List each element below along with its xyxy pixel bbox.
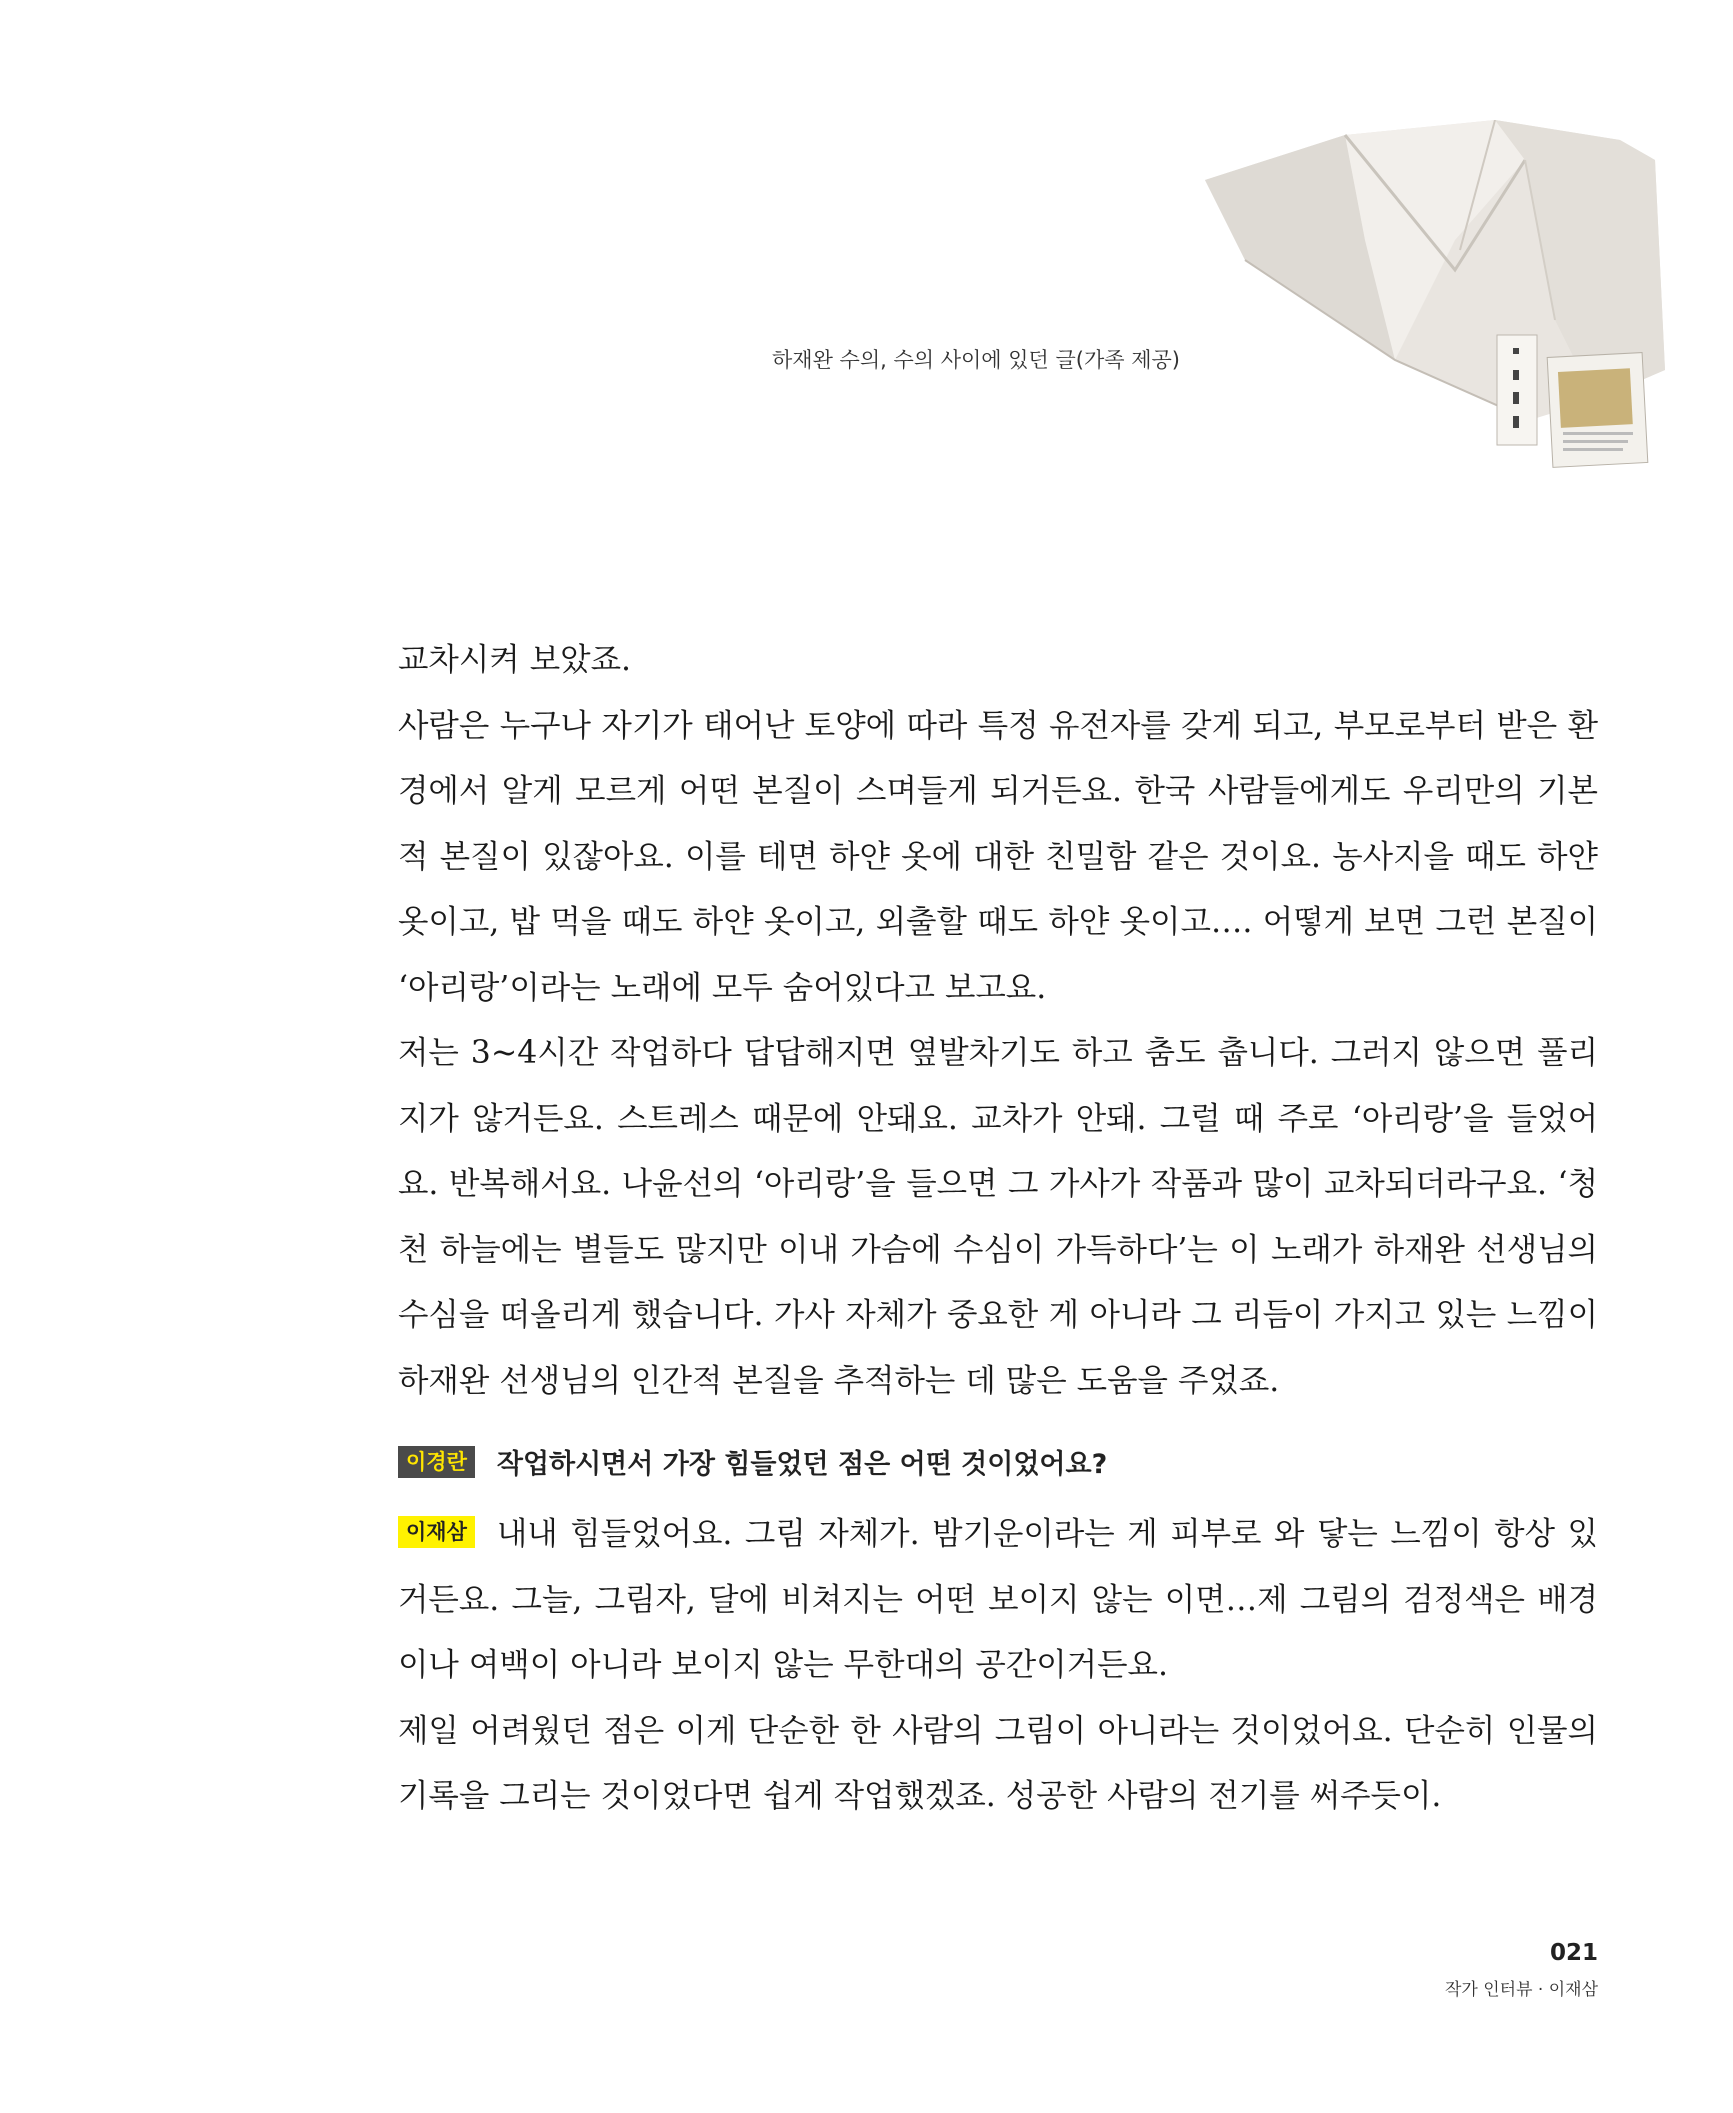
answer-paragraph: 제일 어려웠던 점은 이게 단순한 한 사람의 그림이 아니라는 것이었어요. 단순히 인물의 기록을 그리는 것이었다면 쉽게 작업했겠죠. 성공한 사람의 전기를 써주듯이. bbox=[398, 1712, 1598, 1814]
body-text bbox=[398, 628, 1598, 1414]
photo-caption: 하재완 수의, 수의 사이에 있던 글(가족 제공) bbox=[772, 348, 1180, 372]
page-number: 021 bbox=[1549, 1940, 1598, 1966]
paragraph: 사람은 누구나 자기가 태어난 토양에 따라 특정 유전자를 갖게 되고, 부모로부터 받은 환경에서 알게 모르게 어떤 본질이 스며들게 되거든요. 한국 사람들에게도 우리만의 기본적 본질이 있잖아요. 이를 테면 하얀 옷에 대한 친밀함 같은 것이요. 농사지을 때도 하얀 옷이고, 밥 먹을 때도 하얀 옷이고, 외출할 때도 하얀 옷이고…. 어떻게 보면 그런 본질이 ‘아리랑’이라는 노래에 모두 숨어있다고 보고요. bbox=[398, 707, 1598, 1006]
answer-text: 내내 힘들었어요. 그림 자체가. 밤기운이라는 게 피부로 와 닿는 느낌이 항상 있거든요. 그늘, 그림자, 달에 비쳐지는 어떤 보이지 않는 이면…제 그림의 검정색은 배경이나 여백이 아니라 보이지 않는 무한대의 공간이거든요. bbox=[398, 1516, 1598, 1683]
paragraph: 교차시켜 보았죠. bbox=[398, 642, 632, 678]
answer-paragraph bbox=[398, 1502, 1598, 1699]
question-text: 작업하시면서 가장 힘들었던 점은 어떤 것이었어요? bbox=[496, 1449, 1108, 1480]
paragraph: 저는 3~4시간 작업하다 답답해지면 옆발차기도 하고 춤도 춥니다. 그러지 않으면 풀리지가 않거든요. 스트레스 때문에 안돼요. 교차가 안돼. 그럴 때 주로 ‘아리랑’을 들었어요. 반복해서요. 나윤선의 ‘아리랑’을 들으면 그 가사가 작품과 많이 교차되더라구요. ‘청천 하늘에는 별들도 많지만 이내 가슴에 수심이 가득하다’는 이 노래가 하재완 선생님의 수심을 떠올리게 했습니다. 가사 자체가 중요한 게 아니라 그 리듬이 가지고 있는 느낌이 하재완 선생님의 인간적 본질을 추적하는 데 많은 도움을 주었죠. bbox=[398, 1035, 1598, 1399]
question-speaker-badge: 이경란 bbox=[398, 1446, 475, 1478]
interview-answer bbox=[398, 1502, 1598, 1830]
running-footer: 작가 인터뷰 · 이재삼 bbox=[1445, 1980, 1598, 2000]
answer-speaker-badge: 이재삼 bbox=[398, 1516, 475, 1548]
interview-question bbox=[398, 1442, 1598, 1481]
garment-photo bbox=[1195, 120, 1685, 485]
